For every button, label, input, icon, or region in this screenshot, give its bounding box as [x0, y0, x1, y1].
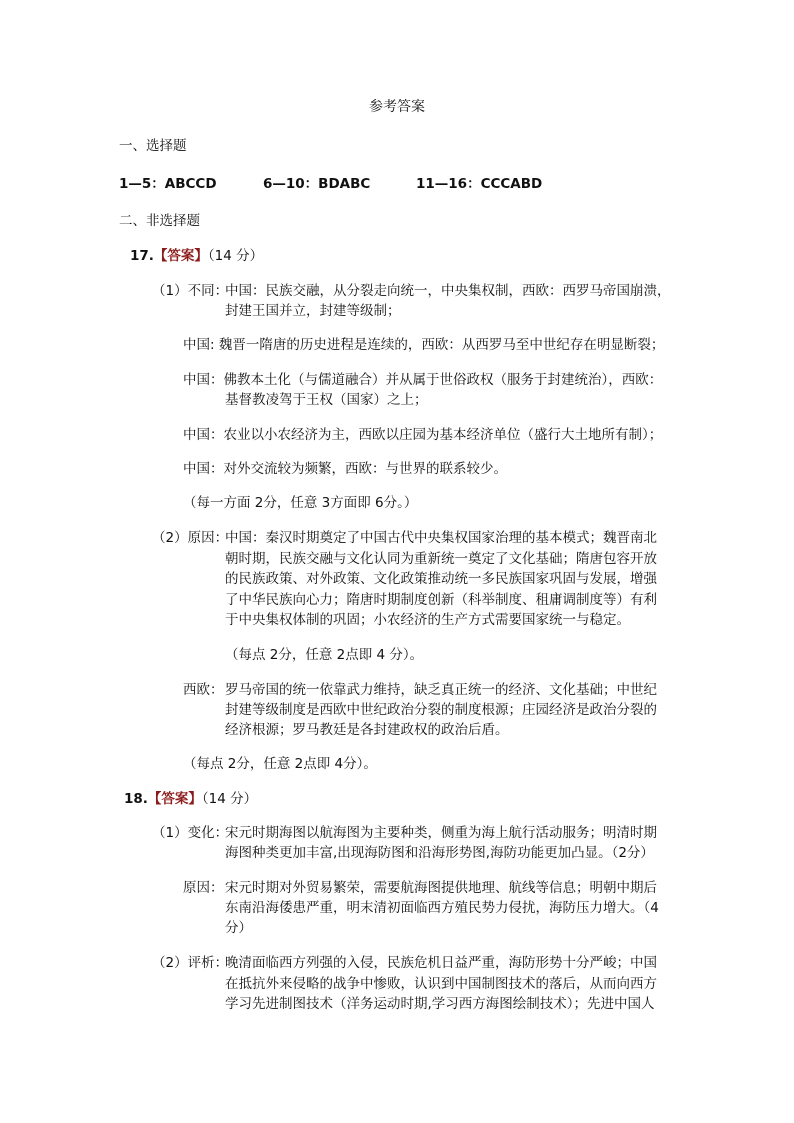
q17-p1-d: 中国：农业以小农经济为主，西欧以庄园为基本经济单位（盛行大土地所有制）； [183, 427, 663, 443]
q17-answer-tag: 【答案】 [153, 248, 208, 264]
q17-p2-west-line-1: 罗马帝国的统一依靠武力维持，缺乏真正统一的经济、文化基础；中世纪 [225, 682, 657, 698]
q17-p1-score: （每一方面 2分，任意 3方面即 6分。） [183, 495, 418, 511]
choice-answer-6-10: 6—10：BDABC [263, 176, 371, 192]
q17-p2-score: （每点 2分，任意 2点即 4 分）。 [225, 647, 424, 663]
q18-p1-reason-line-2: 东南沿海倭患严重，明末清初面临西方殖民势力侵扰，海防压力增大。（4 [225, 900, 659, 916]
q18-p1-line-1: 宋元时期海图以航海图为主要种类，侧重为海上航行活动服务；明清时期 [225, 825, 657, 841]
q17-p2-west-label: 西欧： [183, 682, 224, 698]
q18-p2-line-2: 在抵抗外来侵略的战争中惨败，认识到中国制图技术的落后，从而向西方 [225, 976, 657, 992]
q17-p2-line-2: 朝时期，民族交融与文化认同为重新统一奠定了文化基础；隋唐包容开放 [225, 551, 657, 567]
q18-p1-reason-label: 原因： [183, 880, 224, 896]
choice-answer-1-5: 1—5：ABCCD [119, 176, 217, 192]
section-heading-nonchoice: 二、非选择题 [119, 213, 200, 229]
q17-p2-line-4: 了中华民族向心力；隋唐时期制度创新（科举制度、租庸调制度等）有利 [225, 592, 657, 608]
q17-number: 17. [130, 248, 154, 264]
q17-p2-west-score: （每点 2分，任意 2点即 4分）。 [183, 756, 377, 772]
q18-p2-label: （2）评析： [152, 955, 229, 971]
q17-p1-line-2: 封建王国并立，封建等级制； [225, 303, 401, 319]
q17-p2-line-1: 中国：秦汉时期奠定了中国古代中央集权国家治理的基本模式；魏晋南北 [225, 530, 657, 546]
q18-number: 18. [124, 791, 148, 807]
q17-p2-line-3: 的民族政策、对外政策、文化政策推动统一多民族国家巩固与发展，增强 [225, 571, 657, 587]
q17-p1-line-1: 中国：民族交融，从分裂走向统一，中央集权制，西欧：西罗马帝国崩溃， [225, 283, 671, 299]
q18-p1-reason-line-1: 宋元时期对外贸易繁荣，需要航海图提供地理、航线等信息；明朝中期后 [225, 880, 657, 896]
q18-header [124, 789, 257, 809]
q17-p2-west-line-2: 封建等级制度是西欧中世纪政治分裂的制度根源；庄园经济是政治分裂的 [225, 702, 657, 718]
section-heading-choice: 一、选择题 [119, 138, 187, 154]
q17-p1-c-2: 基督教凌驾于王权（国家）之上； [225, 392, 428, 408]
page-title: 参考答案 [369, 99, 425, 115]
q18-p2-line-1: 晚清面临西方列强的入侵，民族危机日益严重，海防形势十分严峻；中国 [225, 955, 657, 971]
q17-p1-label: （1）不同： [152, 283, 229, 299]
q17-p2-west-line-3: 经济根源；罗马教廷是各封建政权的政治后盾。 [225, 722, 509, 738]
q18-p2-line-3: 学习先进制图技术（洋务运动时期,学习西方海图绘制技术）；先进中国人 [225, 996, 655, 1012]
q17-header [130, 246, 263, 266]
q18-score: （14 分） [201, 791, 258, 807]
q17-p1-b: 中国: 魏晋一隋唐的历史进程是连续的，西欧：从西罗马至中世纪存在明显断裂； [183, 337, 665, 353]
q18-p1-label: （1）变化： [152, 825, 229, 841]
choice-answer-11-16: 11—16：CCCABD [416, 176, 543, 192]
q17-p2-label: （2）原因： [152, 530, 229, 546]
q17-score: （14 分） [207, 248, 264, 264]
q17-p1-c-1: 中国：佛教本土化（与儒道融合）并从属于世俗政权（服务于封建统治），西欧： [183, 372, 663, 388]
q17-p2-line-5: 于中央集权体制的巩固；小农经济的生产方式需要国家统一与稳定。 [225, 612, 630, 628]
q18-p1-reason-line-3: 分） [225, 920, 252, 936]
q18-answer-tag: 【答案】 [147, 791, 202, 807]
q18-p1-line-2: 海图种类更加丰富,出现海防图和沿海形势图,海防功能更加凸显。（2分） [225, 845, 654, 861]
q17-p1-e: 中国：对外交流较为频繁，西欧：与世界的联系较少。 [183, 461, 507, 477]
